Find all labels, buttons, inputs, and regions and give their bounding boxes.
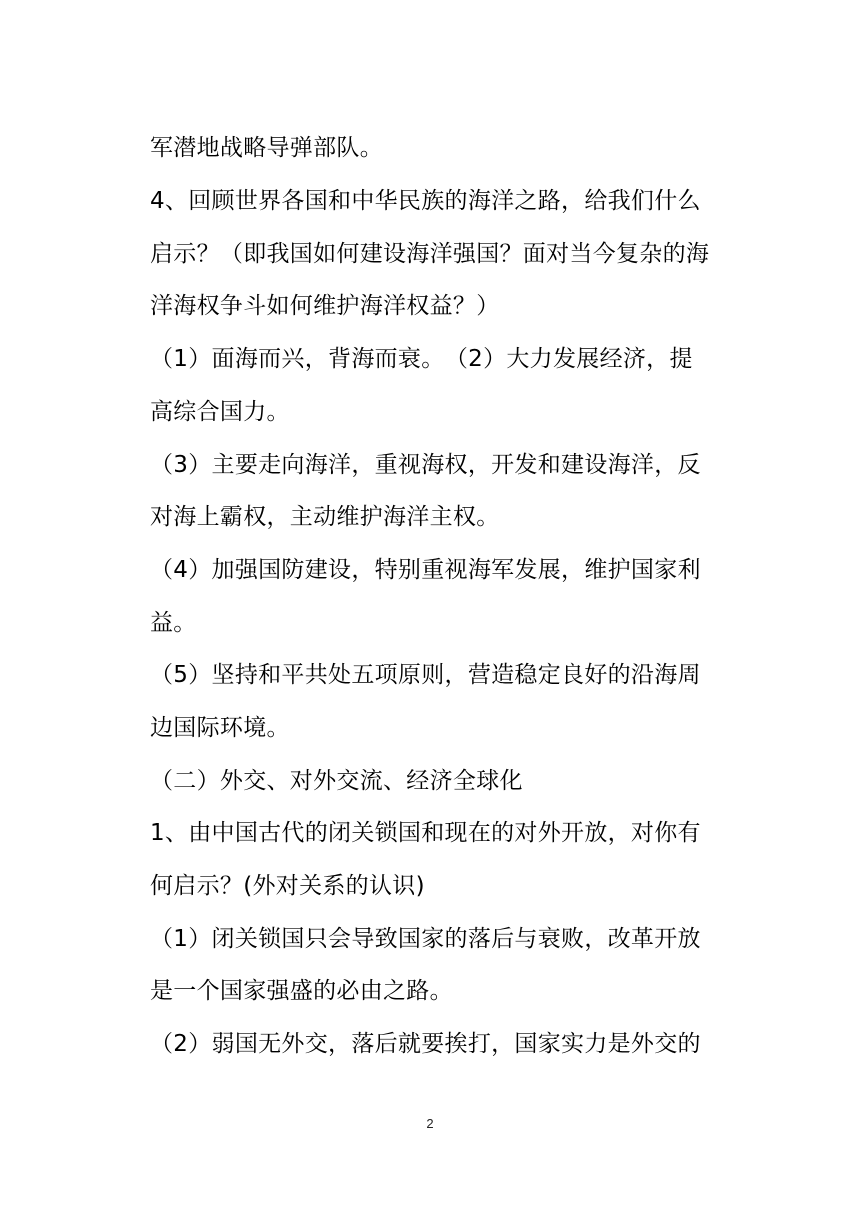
answer-item-1: （1）闭关锁国只会导致国家的落后与衰败，改革开放: [150, 926, 701, 952]
answer-item-3: （3）主要走向海洋，重视海权，开发和建设海洋，反: [150, 452, 701, 478]
answer-item-5: （5）坚持和平共处五项原则，营造稳定良好的沿海周: [150, 662, 701, 688]
answer-item-2: （2）弱国无外交，落后就要挨打，国家实力是外交的: [150, 1031, 701, 1057]
text-line: 对海上霸权，主动维护海洋主权。: [150, 504, 500, 530]
page-number: 2: [426, 1116, 434, 1131]
section-heading: （二）外交、对外交流、经济全球化: [150, 768, 523, 794]
text-line: 何启示？(外对关系的认识): [150, 873, 425, 899]
text-line: 益。: [150, 610, 197, 636]
text-line: 是一个国家强盛的必由之路。: [150, 978, 453, 1004]
answer-item-4: （4）加强国防建设，特别重视海军发展，维护国家利: [150, 557, 701, 583]
text-line: 启示？（即我国如何建设海洋强国？面对当今复杂的海: [150, 241, 710, 267]
question-4-heading: 4、回顾世界各国和中华民族的海洋之路，给我们什么: [150, 188, 701, 214]
text-line: 洋海权争斗如何维护海洋权益？）: [150, 293, 500, 319]
question-1-heading: 1、由中国古代的闭关锁国和现在的对外开放，对你有: [150, 820, 701, 846]
text-line: 军潜地战略导弹部队。: [150, 135, 383, 161]
answer-item-1: （1）面海而兴，背海而衰。 （2）大力发展经济，提: [150, 346, 693, 372]
text-line: 高综合国力。: [150, 399, 290, 425]
text-line: 边国际环境。: [150, 715, 290, 741]
